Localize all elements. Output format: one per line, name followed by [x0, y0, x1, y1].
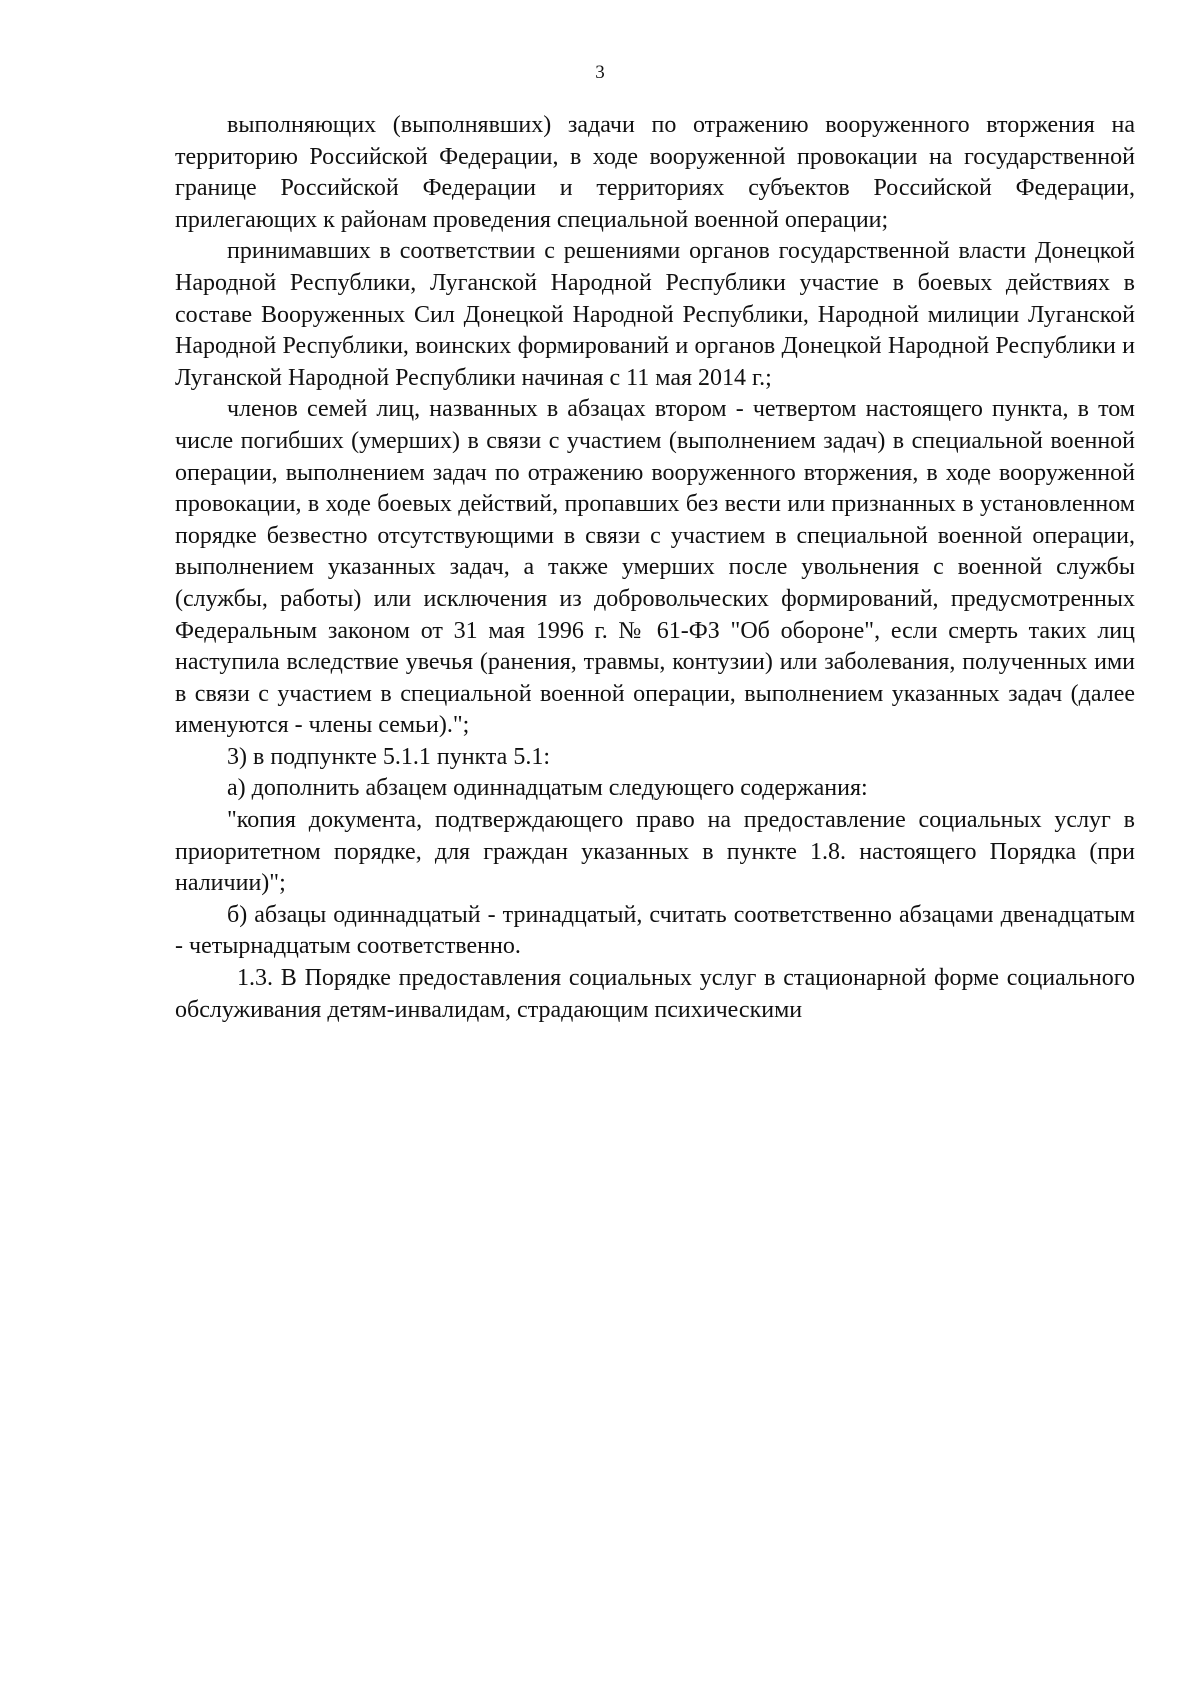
paragraph: а) дополнить абзацем одиннадцатым следующего содержания: — [227, 775, 868, 802]
paragraph: членов семей лиц, названных в абзацах втором - четвертом настоящего пункта, в том числе погибших (умерших) в связи с участием (выполнением задач) в специальной военной операции, выполнением задач по отражению вооруженного вторжения, в ходе вооруженной провокации, в ходе боевых действий, пропавших без вести или признанных в установленном порядке безвестно отсутствующими в связи с участием в специальной военной операции, выполнением указанных задач, а также умерших после увольнения с военной службы (службы, работы) или исключения из добровольческих формирований, предусмотренных Федеральным законом от 31 мая 1996 г. № 61-ФЗ "Об обороне", если смерть таких лиц наступила вследствие увечья (ранения, травмы, контузии) или заболевания, полученных ими в связи с участием в специальной военной операции, выполнением указанных задач (далее именуются - члены семьи)."; — [175, 396, 1135, 739]
paragraph: принимавших в соответствии с решениями органов государственной власти Донецкой Народной Республики, Луганской Народной Республики участие в боевых действиях в составе Вооруженных Сил Донецкой Народной Республики, Народной милиции Луганской Народной Республики, воинских формирований и органов Донецкой Народной Республики и Луганской Народной Республики начиная с 11 мая 2014 г.; — [175, 238, 1135, 391]
paragraph: "копия документа, подтверждающего право на предоставление социальных услуг в приоритетном порядке, для граждан указанных в пункте 1.8. настоящего Порядка (при наличии)"; — [175, 807, 1135, 897]
paragraph: 1.3. В Порядке предоставления социальных услуг в стационарной форме социального обслуживания детям-инвалидам, страдающим психическими — [175, 965, 1135, 1023]
paragraph: выполняющих (выполнявших) задачи по отражению вооруженного вторжения на территорию Российской Федерации, в ходе вооруженной провокации на государственной границе Российской Федерации и территориях субъектов Российской Федерации, прилегающих к районам проведения специальной военной операции; — [175, 112, 1135, 233]
paragraph: б) абзацы одиннадцатый - тринадцатый, считать соответственно абзацами двенадцатым - четырнадцатым соответственно. — [175, 901, 1135, 960]
page-number: 3 — [595, 62, 605, 83]
document-body — [175, 110, 1135, 1026]
paragraph: 3) в подпункте 5.1.1 пункта 5.1: — [227, 743, 550, 770]
